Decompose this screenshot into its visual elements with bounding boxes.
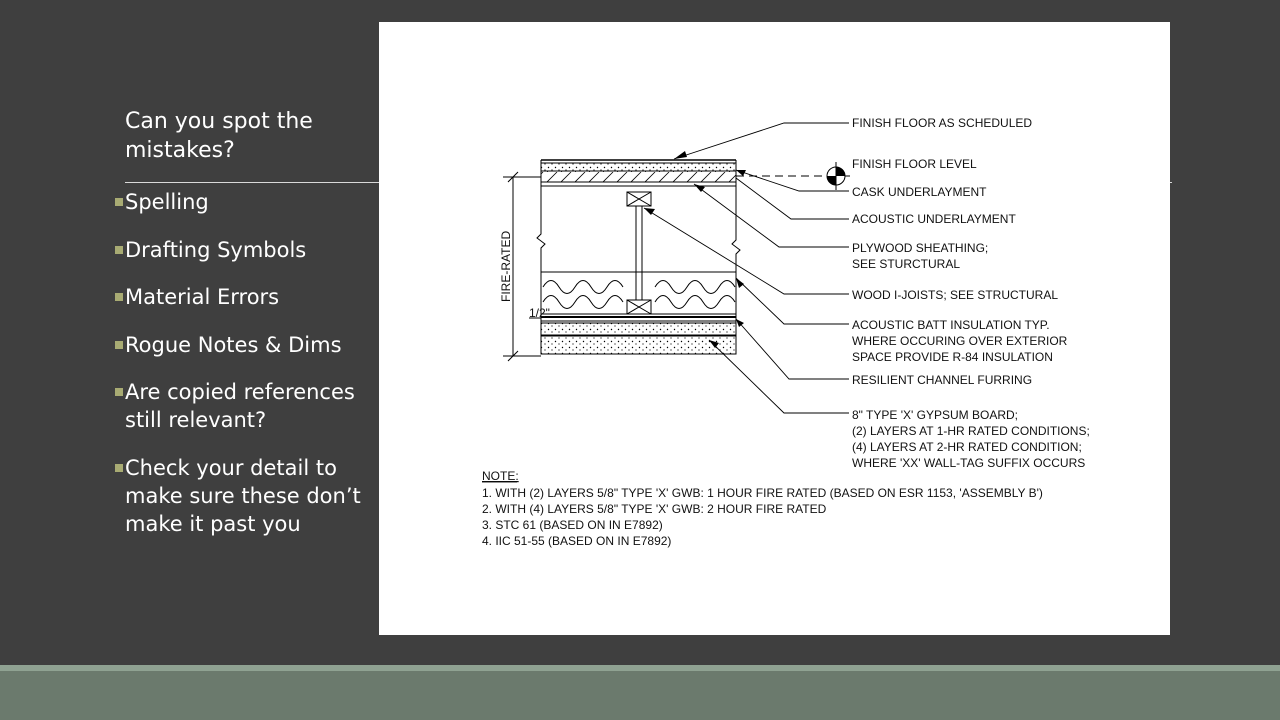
callout-plywood: PLYWOOD SHEATHING; SEE STURCTURAL bbox=[852, 241, 989, 271]
note-line: 2. WITH (4) LAYERS 5/8" TYPE 'X' GWB: 2 HOUR FIRE RATED bbox=[482, 502, 827, 516]
bullet-text: Material Errors bbox=[125, 285, 280, 309]
slide-title: Can you spot the mistakes? bbox=[125, 109, 313, 163]
callout-labels bbox=[852, 116, 1093, 470]
callout-acoustic-underlayment: ACOUSTIC UNDERLAYMENT bbox=[852, 212, 1016, 226]
bullet-text: Check your detail to make sure these don’t make it past you bbox=[125, 455, 361, 536]
callout-floor-level: FINISH FLOOR LEVEL bbox=[852, 157, 977, 171]
note-line: 4. IIC 51-55 (BASED ON IN E7892) bbox=[482, 534, 672, 548]
bullet-item bbox=[115, 454, 377, 538]
bullet-square-icon bbox=[115, 341, 123, 349]
bullet-item bbox=[115, 378, 377, 434]
note-line: 1. WITH (2) LAYERS 5/8" TYPE 'X' GWB: 1 HOUR FIRE RATED (BASED ON ESR 1153, 'ASSEMBLY B') bbox=[482, 486, 1043, 500]
callout-i-joists: WOOD I-JOISTS; SEE STRUCTURAL bbox=[852, 288, 1059, 302]
callout-batt-insulation: ACOUSTIC BATT INSULATION TYP. WHERE OCCURING OVER EXTERIOR SPACE PROVIDE R-84 INSULATION bbox=[852, 318, 1068, 364]
bullet-square-icon bbox=[115, 246, 123, 254]
floor-assembly-detail bbox=[379, 22, 1170, 635]
bullet-text: Are copied references still relevant? bbox=[125, 380, 355, 432]
dimension-label: 1/2" bbox=[529, 306, 550, 320]
bullet-item bbox=[115, 283, 377, 311]
callout-gypsum-board: 8" TYPE 'X' GYPSUM BOARD; (2) LAYERS AT 1-HR RATED CONDITIONS; (4) LAYERS AT 2-HR RATED CONDITION; WHERE 'XX' WALL-TAG SUFFIX OCCURS bbox=[852, 408, 1090, 470]
bullet-text: Drafting Symbols bbox=[125, 237, 307, 262]
footer-accent-line bbox=[0, 665, 1280, 671]
bullet-item bbox=[115, 331, 377, 359]
callout-cask-underlayment: CASK UNDERLAYMENT bbox=[852, 185, 987, 199]
fire-rated-label: FIRE-RATED bbox=[499, 230, 513, 302]
bullet-list bbox=[115, 188, 377, 557]
footer-band bbox=[0, 665, 1280, 720]
bullet-square-icon bbox=[115, 464, 123, 472]
general-notes bbox=[482, 469, 1043, 548]
callout-resilient-channel: RESILIENT CHANNEL FURRING bbox=[852, 373, 1033, 387]
bullet-item bbox=[115, 236, 377, 264]
bullet-square-icon bbox=[115, 293, 123, 301]
bullet-text: Spelling bbox=[125, 190, 209, 214]
bullet-text: Rogue Notes & Dims bbox=[125, 332, 342, 357]
callout-finish-floor: FINISH FLOOR AS SCHEDULED bbox=[852, 116, 1033, 130]
bullet-square-icon bbox=[115, 198, 123, 206]
detail-drawing bbox=[379, 22, 1170, 635]
notes-heading: NOTE: bbox=[482, 469, 519, 483]
bullet-item bbox=[115, 188, 377, 216]
note-line: 3. STC 61 (BASED ON IN E7892) bbox=[482, 518, 663, 532]
section-layers bbox=[537, 160, 740, 354]
bullet-square-icon bbox=[115, 388, 123, 396]
